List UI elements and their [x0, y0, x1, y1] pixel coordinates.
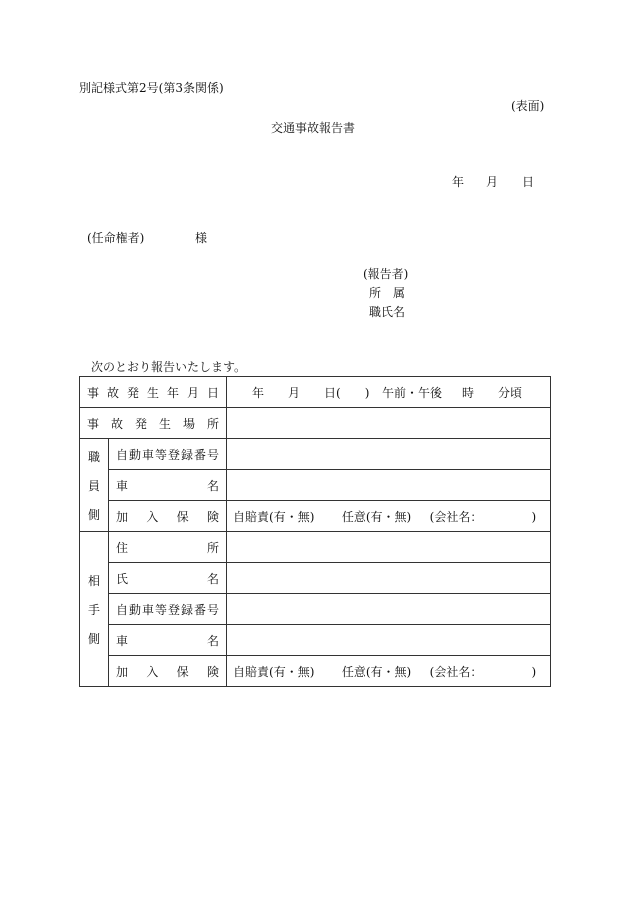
other-car-name-value[interactable]: [227, 625, 551, 656]
form-number: 別記様式第2号(第3条関係): [79, 81, 224, 95]
table-row-staff-car-name: [80, 470, 551, 501]
addressee-label: (任命権者): [87, 231, 145, 245]
other-insurance-label-text-char: 入: [146, 664, 159, 679]
other-registration-label-text-char: 登: [168, 602, 181, 617]
other-group-char-2: 手: [87, 602, 100, 617]
other-insurance-label-text-char: 保: [176, 664, 189, 679]
other-insurance-label: [109, 656, 227, 687]
dt-month: 月: [288, 385, 301, 400]
reporter-label: (報告者): [363, 267, 409, 281]
staff-car-name-value[interactable]: [227, 470, 551, 501]
staff-insurance-label-text-char: 保: [176, 509, 189, 524]
reporter-affiliation-label: 所 属: [369, 286, 406, 300]
other-group-char-1: 相: [87, 573, 100, 588]
other-ins-optional: 任意(有・無): [341, 664, 412, 679]
other-name-label: [109, 563, 227, 594]
staff-ins-compulsory: 自賠責(有・無): [233, 509, 315, 524]
staff-ins-optional: 任意(有・無): [341, 509, 412, 524]
document-title: 交通事故報告書: [271, 121, 356, 135]
table-row-staff-insurance: [80, 501, 551, 532]
table-row-other-car-name: [80, 625, 551, 656]
other-insurance-label-text-char: 険: [206, 664, 219, 679]
date-day-label: 日: [522, 175, 535, 189]
staff-insurance-label-text-char: 加: [116, 509, 129, 524]
other-group-label: [80, 532, 109, 687]
staff-group-char-1: 職: [87, 449, 100, 464]
other-registration-label-text-char: 号: [207, 602, 220, 617]
staff-insurance-label-text-char: 険: [206, 509, 219, 524]
other-ins-compulsory: 自賠責(有・無): [233, 664, 315, 679]
staff-registration-label-text-char: 番: [194, 447, 207, 462]
table-row-staff-registration: [80, 439, 551, 470]
other-registration-label-text-char: 動: [129, 602, 142, 617]
dt-year: 年: [252, 385, 265, 400]
other-insurance-label-text: [109, 663, 226, 680]
other-group-char-3: 側: [87, 631, 100, 646]
other-registration-label-text-char: 録: [181, 602, 194, 617]
date-month-label: 月: [486, 175, 499, 189]
other-car-name-char-1: 車: [116, 633, 129, 648]
other-address-value[interactable]: [227, 532, 551, 563]
staff-registration-label: [109, 439, 227, 470]
occurrence-place-label-text-char: 故: [111, 416, 124, 431]
other-ins-company-close: ): [531, 664, 537, 679]
staff-registration-label-text-char: 録: [181, 447, 194, 462]
dt-ampm: 午前・午後: [382, 385, 443, 400]
side-label: (表面): [511, 99, 545, 113]
occurrence-datetime-label-text: [80, 384, 226, 401]
staff-registration-label-text-char: 号: [207, 447, 220, 462]
table-row-other-registration: [80, 594, 551, 625]
other-car-name-label: [109, 625, 227, 656]
other-registration-label-text-char: 自: [116, 602, 129, 617]
reporter-name-label: 職氏名: [369, 305, 406, 319]
staff-group-char-3: 側: [87, 507, 100, 522]
occurrence-datetime-label-text-char: 発: [127, 385, 140, 400]
staff-car-name-char-2: 名: [207, 478, 220, 493]
occurrence-datetime-value[interactable]: [227, 377, 551, 408]
occurrence-place-label-text: [80, 415, 226, 432]
table-row-other-insurance: [80, 656, 551, 687]
staff-insurance-label-text-char: 入: [146, 509, 159, 524]
staff-ins-company-close: ): [531, 509, 537, 524]
occurrence-datetime-label-text-char: 日: [207, 385, 220, 400]
occurrence-datetime-label-text-char: 生: [147, 385, 160, 400]
occurrence-datetime-label-text-char: 年: [167, 385, 180, 400]
other-registration-value[interactable]: [227, 594, 551, 625]
staff-registration-value[interactable]: [227, 439, 551, 470]
staff-registration-label-text: [109, 446, 226, 463]
other-name-char-1: 氏: [116, 571, 129, 586]
other-insurance-label-text-char: 加: [116, 664, 129, 679]
staff-insurance-value[interactable]: [227, 501, 551, 532]
other-registration-label-text-char: 番: [194, 602, 207, 617]
dt-hour: 時: [462, 385, 475, 400]
occurrence-place-label-text-char: 生: [159, 416, 172, 431]
staff-insurance-label-text: [109, 508, 226, 525]
other-registration-label: [109, 594, 227, 625]
occurrence-datetime-label-text-char: 月: [187, 385, 200, 400]
occurrence-place-label: [80, 408, 227, 439]
staff-group-label: [80, 439, 109, 532]
table-row-other-address: [80, 532, 551, 563]
occurrence-datetime-label: [80, 377, 227, 408]
staff-car-name-label: [109, 470, 227, 501]
staff-ins-company-open: (会社名：: [429, 509, 483, 524]
staff-registration-label-text-char: 登: [168, 447, 181, 462]
occurrence-datetime-label-text-char: 故: [107, 385, 120, 400]
other-car-name-char-2: 名: [207, 633, 220, 648]
dt-minute: 分頃: [498, 385, 523, 400]
occurrence-datetime-label-text-char: 事: [87, 385, 100, 400]
occurrence-place-label-text-char: 事: [87, 416, 100, 431]
staff-group-char-2: 員: [87, 478, 100, 493]
occurrence-place-label-text-char: 発: [135, 416, 148, 431]
staff-registration-label-text-char: 自: [116, 447, 129, 462]
dt-day: 日( ): [324, 385, 370, 400]
other-address-char-2: 所: [207, 540, 220, 555]
occurrence-place-label-text-char: 場: [183, 416, 196, 431]
other-address-char-1: 住: [116, 540, 129, 555]
other-registration-label-text: [109, 601, 226, 618]
staff-car-name-char-1: 車: [116, 478, 129, 493]
other-ins-company-open: (会社名：: [429, 664, 483, 679]
occurrence-place-value[interactable]: [227, 408, 551, 439]
staff-registration-label-text-char: 車: [142, 447, 155, 462]
staff-registration-label-text-char: 動: [129, 447, 142, 462]
other-registration-label-text-char: 車: [142, 602, 155, 617]
honorific-label: 様: [195, 231, 208, 245]
table-row-occurrence-datetime: [80, 377, 551, 408]
other-registration-label-text-char: 等: [155, 602, 168, 617]
intro-text: 次のとおり報告いたします。: [91, 360, 247, 374]
date-year-label: 年: [452, 175, 465, 189]
table-row-other-name: [80, 563, 551, 594]
other-name-value[interactable]: [227, 563, 551, 594]
accident-report-table: [79, 376, 551, 687]
other-name-char-2: 名: [207, 571, 220, 586]
occurrence-place-label-text-char: 所: [207, 416, 220, 431]
other-address-label: [109, 532, 227, 563]
table-row-occurrence-place: [80, 408, 551, 439]
staff-registration-label-text-char: 等: [155, 447, 168, 462]
staff-insurance-label: [109, 501, 227, 532]
other-insurance-value[interactable]: [227, 656, 551, 687]
